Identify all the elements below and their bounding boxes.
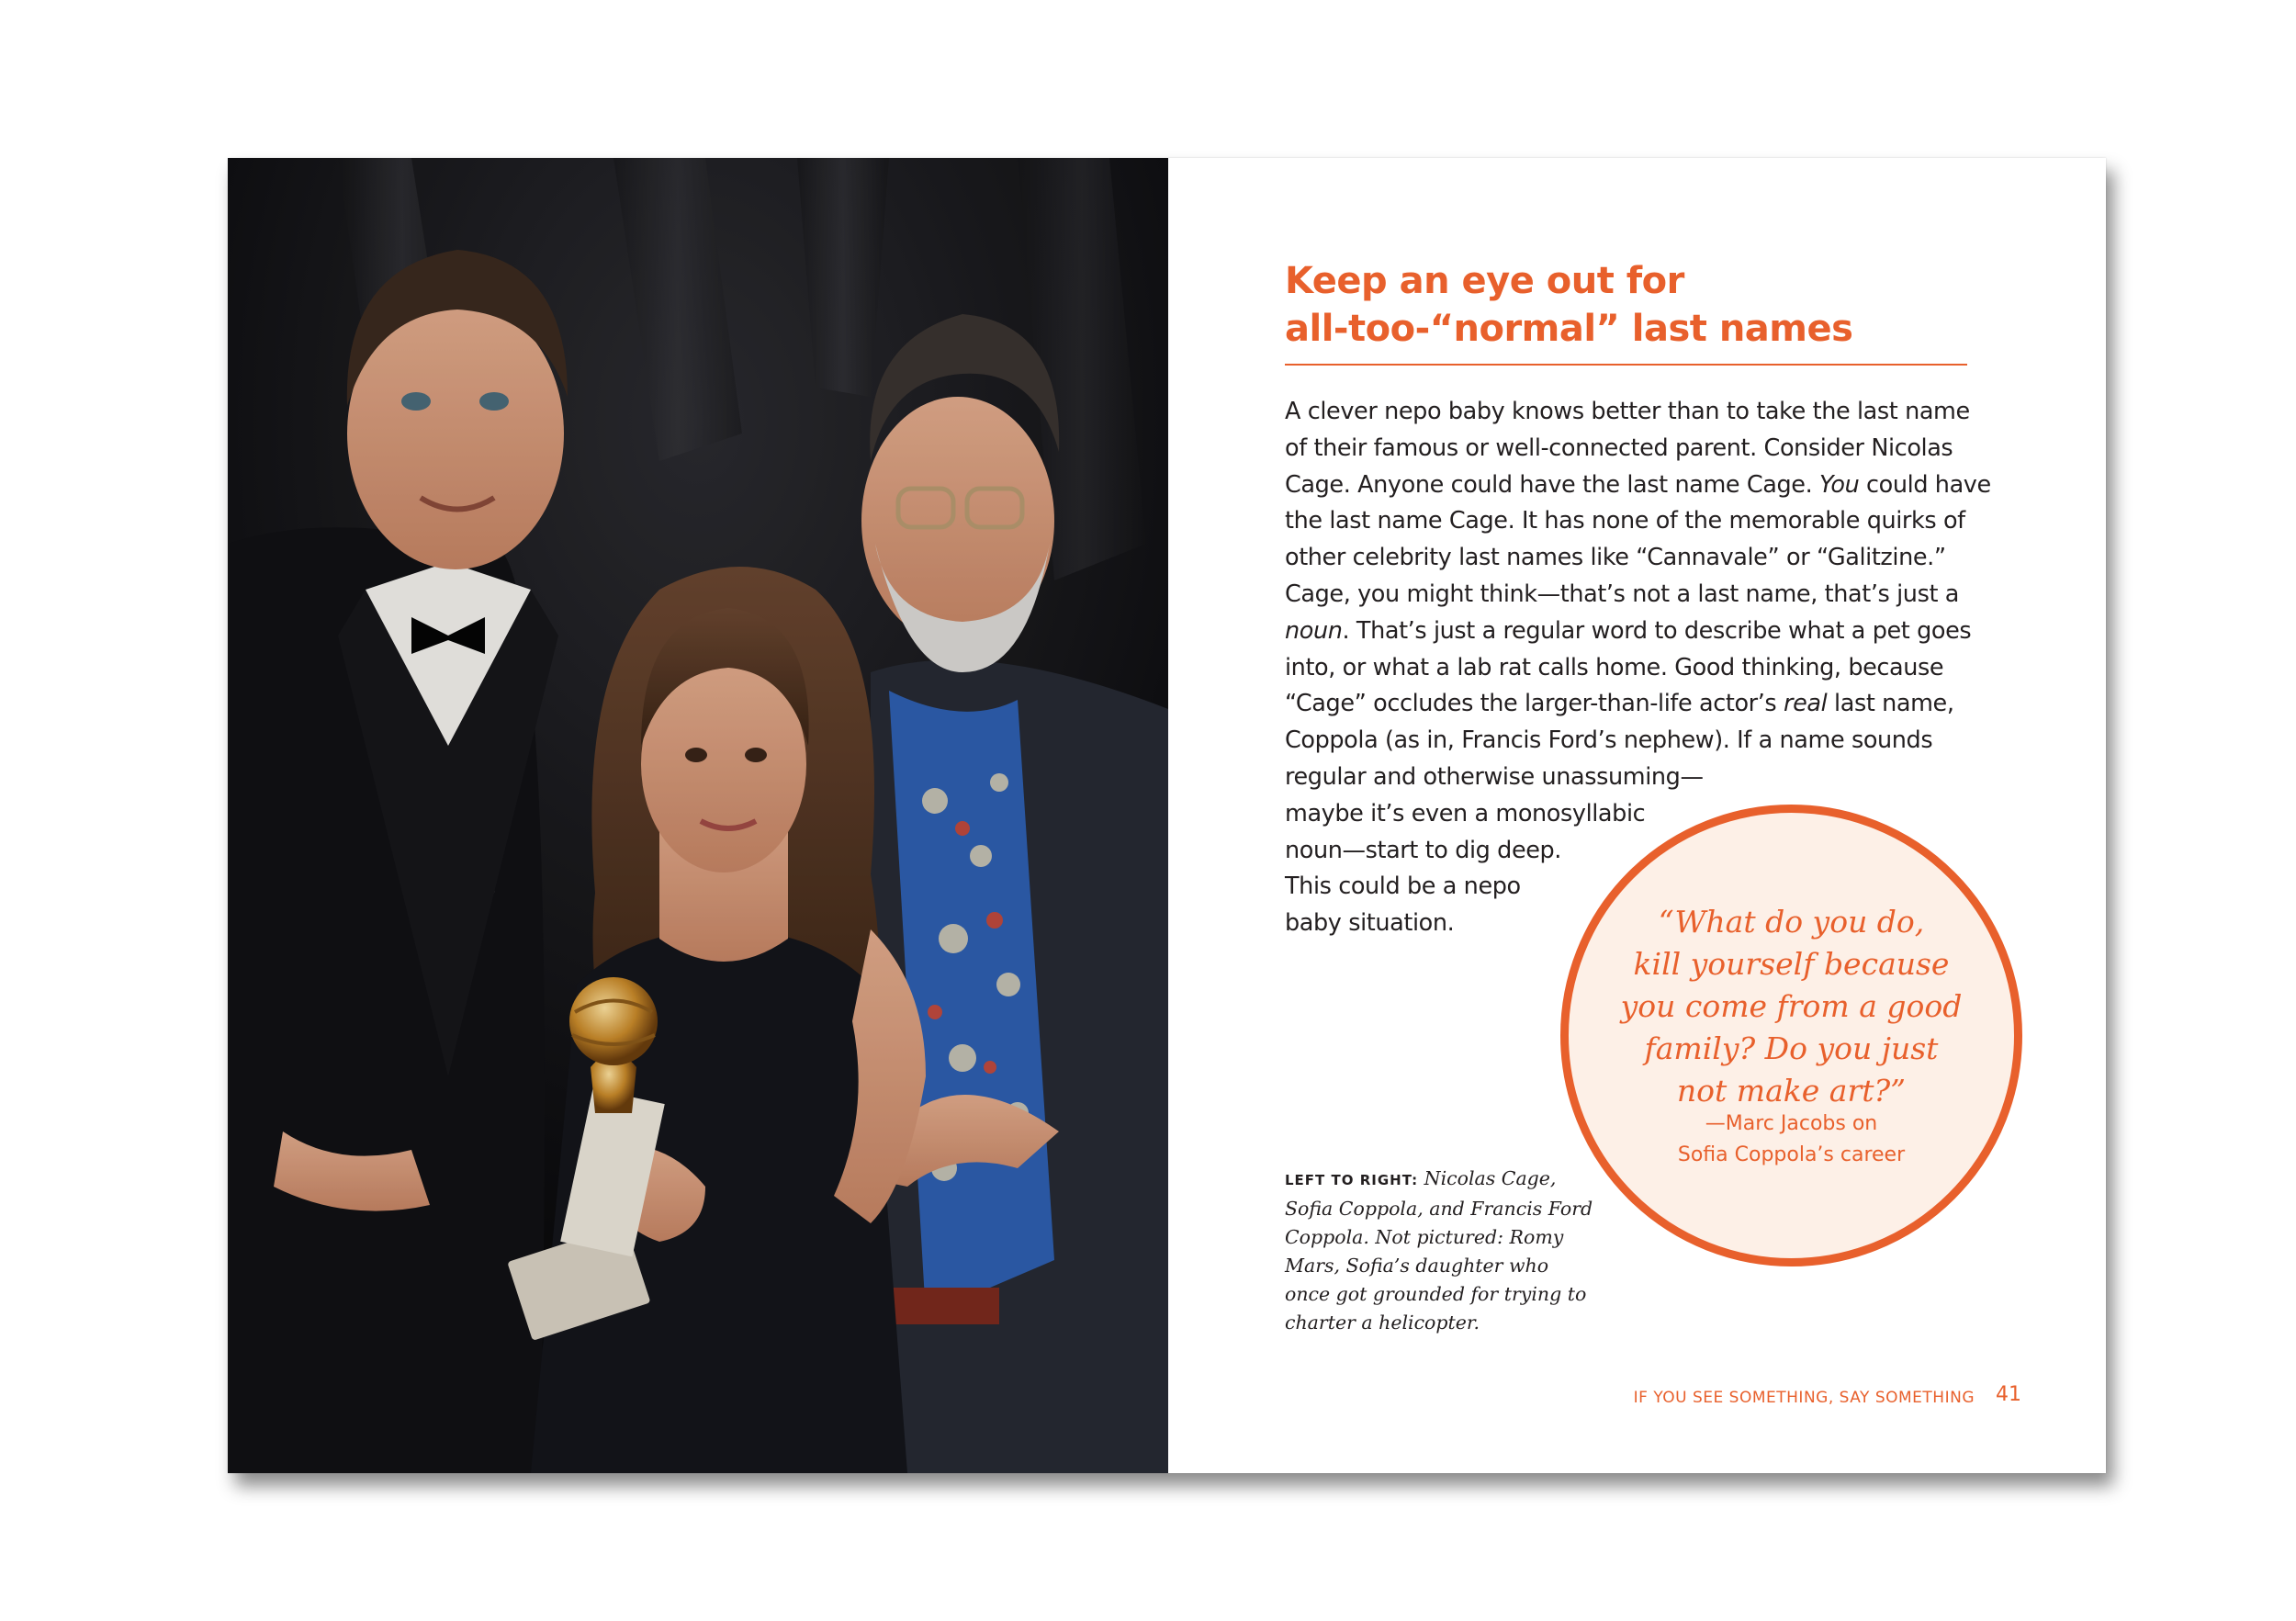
pull-quote — [1569, 901, 2014, 1112]
body-line: regular and otherwise unassuming— — [1285, 762, 1704, 791]
pull-quote-line: you come from a good — [1620, 988, 1963, 1024]
body-line: A clever nepo baby knows better than to take the last name — [1285, 398, 1970, 425]
caption-line: Sofia Coppola, and Francis Ford — [1285, 1198, 1593, 1220]
pull-quote-circle — [1560, 805, 2022, 1266]
emphasis-you: You — [1819, 470, 1860, 499]
body-line: Cage, you might think—that’s not a last name, that’s just a — [1285, 580, 1959, 608]
body-line: “Cage” occludes the larger-than-life actor’s real last name, — [1285, 690, 1954, 718]
emphasis-noun: noun — [1285, 616, 1343, 645]
page-number: 41 — [1996, 1383, 2021, 1406]
pull-quote-line: not make art?” — [1676, 1073, 1907, 1109]
attribution-line: Sofia Coppola’s career — [1677, 1143, 1906, 1166]
caption-line: Coppola. Not pictured: Romy — [1285, 1226, 1564, 1248]
section-heading — [1285, 257, 1983, 353]
book-spread — [228, 158, 2106, 1473]
body-line: baby situation. — [1285, 909, 1455, 938]
caption-line: Mars, Sofia’s daughter who — [1285, 1255, 1549, 1277]
body-line: maybe it’s even a monosyllabic — [1285, 799, 1646, 827]
caption-line: Nicolas Cage, — [1418, 1167, 1557, 1189]
heading-rule — [1285, 364, 1967, 366]
photo-caption — [1285, 1165, 1597, 1337]
attribution-line: —Marc Jacobs on — [1705, 1112, 1878, 1135]
pull-quote-attribution — [1569, 1109, 2014, 1171]
body-line: Cage. Anyone could have the last name Cage. You could have — [1285, 470, 1991, 499]
body-line: of their famous or well-connected parent. Consider Nicolas — [1285, 433, 1953, 462]
heading-line-1: Keep an eye out for — [1285, 260, 1684, 302]
body-line: Coppola (as in, Francis Ford’s nephew). If a name sounds — [1285, 726, 1933, 755]
body-line: noun. That’s just a regular word to describe what a pet goes — [1285, 616, 1972, 645]
photo-left-to-right — [228, 158, 1168, 1473]
caption-label: LEFT TO RIGHT: — [1285, 1172, 1419, 1188]
body-line: into, or what a lab rat calls home. Good thinking, because — [1285, 653, 1944, 681]
body-line: noun—start to dig deep. — [1285, 836, 1562, 864]
caption-line: charter a helicopter. — [1285, 1311, 1480, 1334]
text-page — [1168, 158, 2106, 1473]
body-line: the last name Cage. It has none of the memorable quirks of — [1285, 507, 1965, 535]
pull-quote-line: family? Do you just — [1644, 1030, 1939, 1066]
caption-line: once got grounded for trying to — [1285, 1283, 1587, 1305]
heading-line-2: all-too-“normal” last names — [1285, 308, 1853, 350]
body-line: This could be a nepo — [1285, 872, 1521, 901]
running-head: IF YOU SEE SOMETHING, SAY SOMETHING — [1633, 1389, 1975, 1407]
body-line: other celebrity last names like “Cannavale” or “Galitzine.” — [1285, 544, 1946, 572]
pull-quote-line: kill yourself because — [1633, 946, 1950, 982]
pull-quote-line: “What do you do, — [1658, 904, 1925, 940]
emphasis-real: real — [1784, 690, 1828, 718]
photo-illustration — [228, 158, 1168, 1473]
